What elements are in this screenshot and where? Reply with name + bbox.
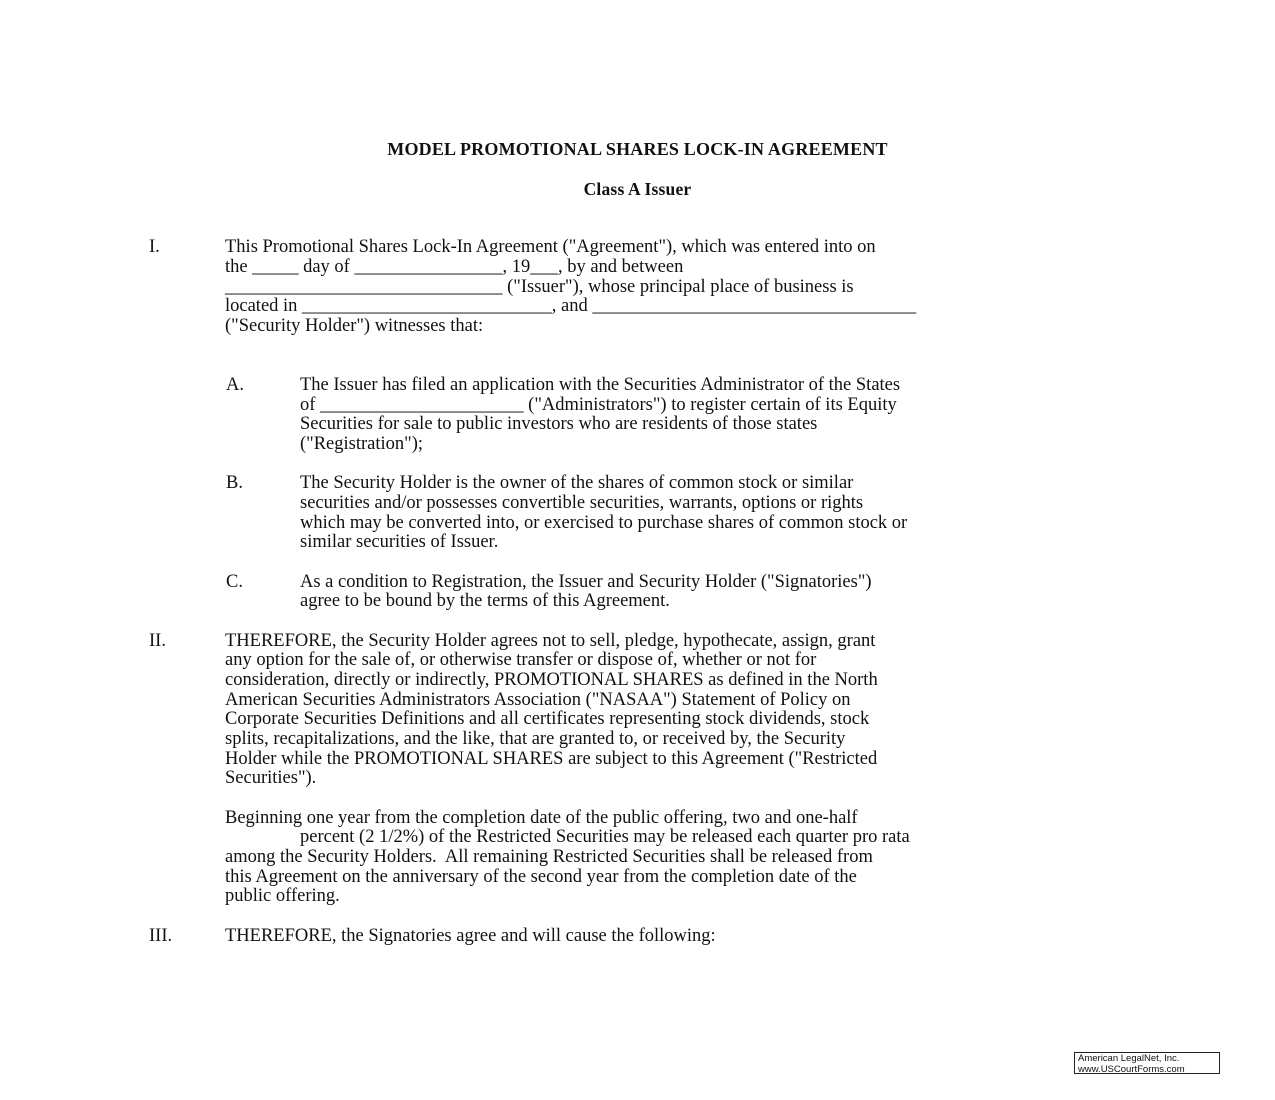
section-line: among the Security Holders. All remaining Restricted Securities shall be released from: [225, 847, 873, 867]
section-line: the _____ day of ________________, 19___, by and between: [225, 257, 684, 277]
item-line: agree to be bound by the terms of this Agreement.: [300, 591, 670, 611]
item-letter: A.: [226, 375, 244, 395]
section-line: ______________________________ ("Issuer"), whose principal place of business is: [225, 277, 854, 297]
document-title: MODEL PROMOTIONAL SHARES LOCK-IN AGREEMENT: [387, 139, 888, 159]
section-line: splits, recapitalizations, and the like, that are granted to, or received by, the Security: [225, 729, 846, 749]
section-line: any option for the sale of, or otherwise transfer or dispose of, whether or not for: [225, 650, 817, 670]
item-line: ("Registration");: [300, 434, 423, 454]
item-line: similar securities of Issuer.: [300, 532, 499, 552]
section-line: THEREFORE, the Security Holder agrees not to sell, pledge, hypothecate, assign, grant: [225, 631, 876, 651]
section-line: consideration, directly or indirectly, PROMOTIONAL SHARES as defined in the North: [225, 670, 878, 690]
item-line: The Issuer has filed an application with the Securities Administrator of the States: [300, 375, 901, 395]
item-line: Securities for sale to public investors who are residents of those states: [300, 414, 818, 434]
section-line: Beginning one year from the completion date of the public offering, two and one-half: [225, 808, 858, 828]
section-line: THEREFORE, the Signatories agree and will cause the following:: [225, 926, 716, 946]
section-number: I.: [149, 237, 160, 257]
section-line: This Promotional Shares Lock-In Agreement ("Agreement"), which was entered into on: [225, 237, 876, 257]
item-line: which may be converted into, or exercised to purchase shares of common stock or: [300, 513, 908, 533]
section-line: public offering.: [225, 886, 340, 906]
item-line: securities and/or possesses convertible securities, warrants, options or rights: [300, 493, 864, 513]
item-letter: C.: [226, 572, 243, 592]
stamp-company: American LegalNet, Inc.: [1078, 1053, 1180, 1064]
section-line: American Securities Administrators Association ("NASAA") Statement of Policy on: [225, 690, 851, 710]
section-line: Corporate Securities Definitions and all certificates representing stock dividends, stock: [225, 709, 870, 729]
section-line: Holder while the PROMOTIONAL SHARES are subject to this Agreement ("Restricted: [225, 749, 878, 769]
item-line: The Security Holder is the owner of the shares of common stock or similar: [300, 473, 854, 493]
stamp-website: www.USCourtForms.com: [1078, 1063, 1185, 1075]
document-subtitle: Class A Issuer: [583, 179, 692, 199]
section-line: Securities").: [225, 768, 317, 788]
section-line: this Agreement on the anniversary of the second year from the completion date of the: [225, 867, 857, 887]
item-letter: B.: [226, 473, 243, 493]
item-line: of ______________________ ("Administrators") to register certain of its Equity: [300, 395, 897, 415]
section-number: III.: [149, 926, 173, 946]
item-line: As a condition to Registration, the Issuer and Security Holder ("Signatories"): [300, 572, 872, 592]
section-line: percent (2 1/2%) of the Restricted Securities may be released each quarter pro rata: [300, 827, 910, 847]
section-line: ("Security Holder") witnesses that:: [225, 316, 484, 336]
section-number: II.: [149, 631, 166, 651]
publisher-stamp: [1074, 1052, 1220, 1074]
section-line: located in ___________________________, and ___________________________________: [225, 296, 917, 316]
